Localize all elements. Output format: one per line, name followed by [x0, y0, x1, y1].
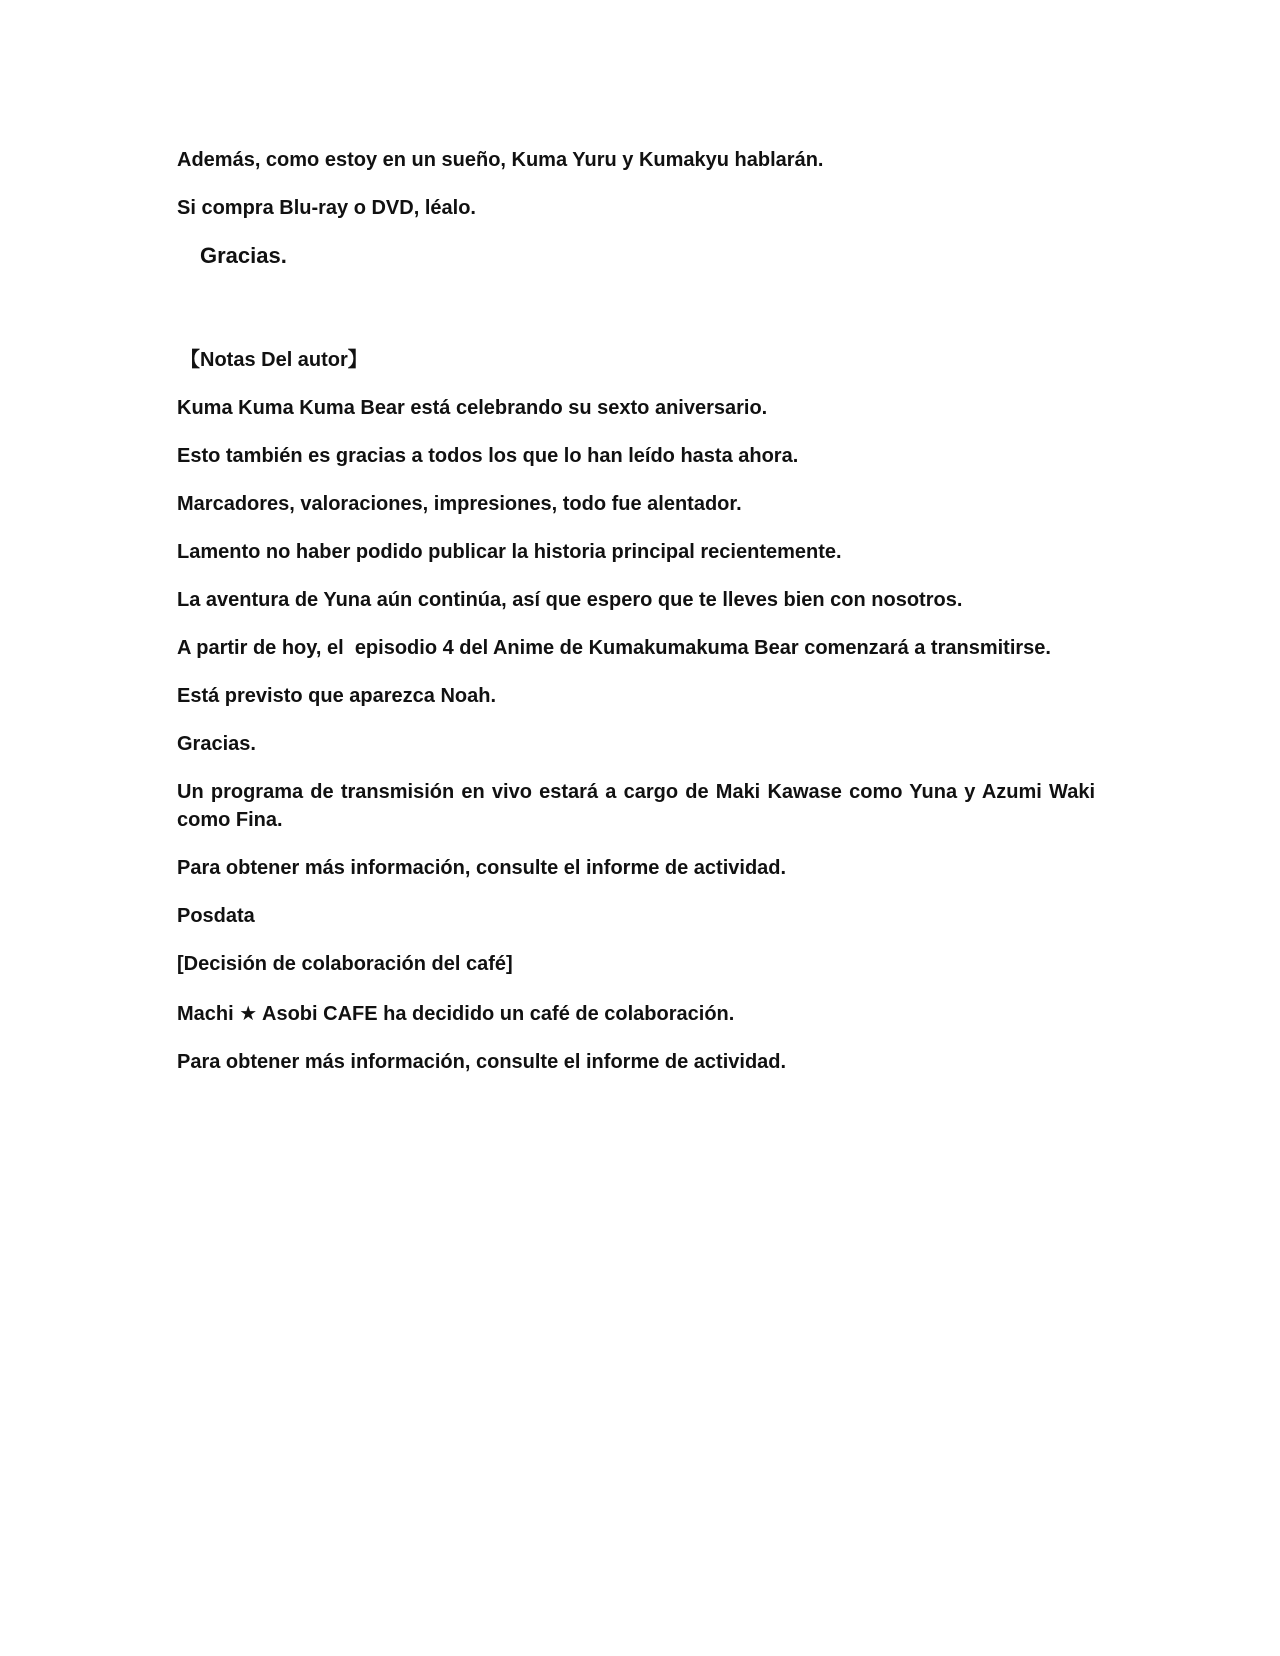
paragraph-dream-voices: Además, como estoy en un sueño, Kuma Yuru y Kumakyu hablarán. — [177, 149, 824, 171]
paragraph-adventure: La aventura de Yuna aún continúa, así que espero que te lleves bien con nosotros. — [177, 589, 963, 611]
paragraph-bluray-dvd: Si compra Blu-ray o DVD, léalo. — [177, 197, 476, 219]
machi-text: Machi — [177, 1003, 234, 1025]
paragraph-live-program: Un programa de transmisión en vivo estará a cargo de Maki Kawase como Yuna y Azumi Waki como Fina. — [177, 781, 1095, 831]
paragraph-noah: Está previsto que aparezca Noah. — [177, 685, 497, 707]
paragraph-anniversary: Kuma Kuma Kuma Bear está celebrando su sexto aniversario. — [177, 397, 768, 419]
paragraph-apology: Lamento no haber podido publicar la historia principal recientemente. — [177, 541, 842, 563]
paragraph-thanks-1: Gracias. — [200, 243, 287, 268]
paragraph-encouragement: Marcadores, valoraciones, impresiones, todo fue alentador. — [177, 493, 742, 515]
asobi-cafe-text: Asobi CAFE ha decidido un café de colaboración. — [262, 1003, 735, 1025]
paragraph-more-info-1: Para obtener más información, consulte el informe de actividad. — [177, 857, 787, 879]
paragraph-asobi-cafe — [177, 999, 1095, 1028]
author-notes-heading: 【Notas Del autor】 — [180, 349, 368, 371]
star-icon: ★ — [239, 1001, 258, 1025]
paragraph-thanks-2: Gracias. — [177, 733, 256, 755]
paragraph-readers-thanks: Esto también es gracias a todos los que lo han leído hasta ahora. — [177, 445, 799, 467]
paragraph-more-info-2: Para obtener más información, consulte el informe de actividad. — [177, 1051, 787, 1073]
paragraph-postscript: Posdata — [177, 905, 255, 927]
paragraph-episode-4: A partir de hoy, el episodio 4 del Anime de Kumakumakuma Bear comenzará a transmitirse. — [177, 637, 1051, 659]
paragraph-cafe-decision: [Decisión de colaboración del café] — [177, 953, 513, 975]
